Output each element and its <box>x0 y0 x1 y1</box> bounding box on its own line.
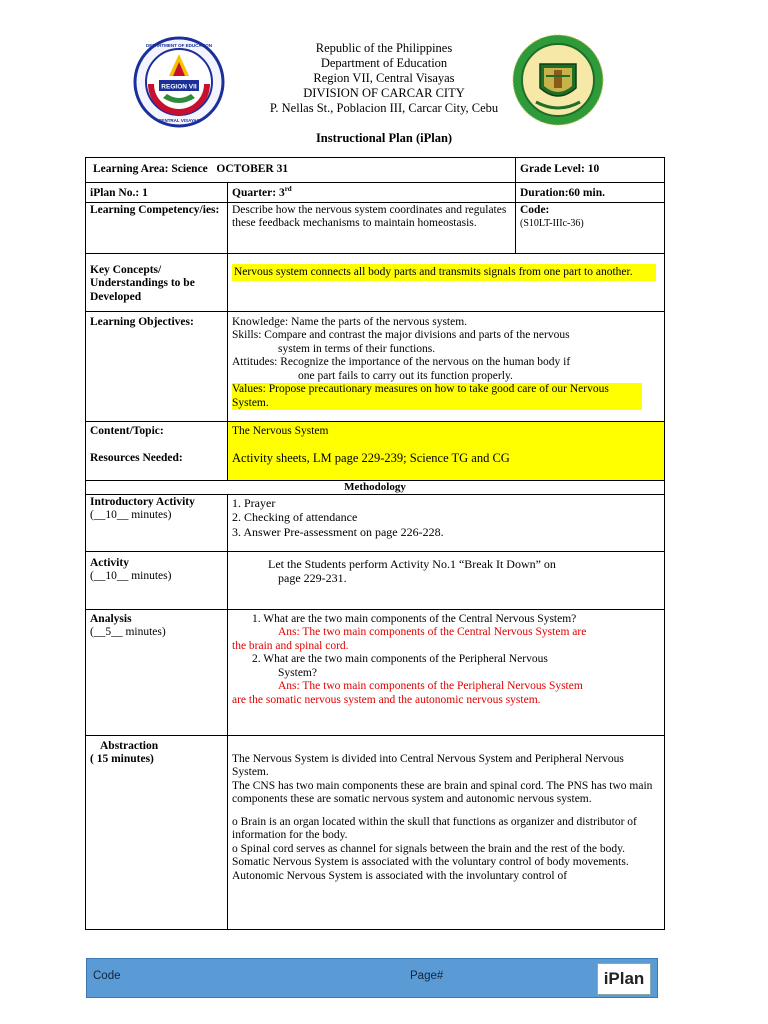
analysis-question-2-line2: System? <box>278 666 317 679</box>
methodology-heading: Methodology <box>86 480 665 494</box>
duration: Duration:60 min. <box>516 183 665 203</box>
iplan-table <box>85 157 665 930</box>
svg-text:DEPARTMENT OF EDUCATION: DEPARTMENT OF EDUCATION <box>145 43 213 48</box>
code-cell <box>516 202 665 253</box>
objective-attitudes-line2: one part fails to carry out its function properly. <box>298 369 513 382</box>
row-abstraction <box>86 735 665 929</box>
analysis-label: Analysis <box>90 612 132 625</box>
competency-label: Learning Competency/ies: <box>86 202 228 253</box>
grade-level: Grade Level: 10 <box>516 158 665 183</box>
row-introductory <box>86 494 665 551</box>
analysis-question-2-line1: 2. What are the two main components of the Peripheral Nervous <box>252 653 548 665</box>
row-content <box>86 421 665 480</box>
header-address: P. Nellas St., Poblacion III, Carcar City, Cebu <box>269 101 499 115</box>
abstraction-para-2: The CNS has two main components these are brain and spinal cord. The PNS has two main components these are somatic nervous system and autonomic nervous system. <box>232 779 653 805</box>
abstraction-content <box>228 735 665 929</box>
activity-line1: Let the Students perform Activity No.1 “Break It Down” on <box>268 556 556 571</box>
abstraction-para-1: The Nervous System is divided into Central Nervous System and Peripheral Nervous System. <box>232 752 624 778</box>
objective-values: Values: Propose precautionary measures on how to take good care of our Nervous System. <box>232 383 642 410</box>
activity-text <box>228 551 665 609</box>
row-objectives <box>86 311 665 421</box>
objective-skills-line2: system in terms of their functions. <box>278 342 436 355</box>
content-label: Content/Topic: <box>90 424 164 437</box>
abstraction-para-3: Somatic Nervous System is associated with the voluntary control of body movements. <box>232 856 629 868</box>
activity-label-cell <box>86 551 228 609</box>
header-department: Department of Education <box>320 56 448 70</box>
header-republic: Republic of the Philippines <box>315 41 453 55</box>
quarter-cell <box>228 183 516 203</box>
content-topic: The Nervous System <box>232 424 329 437</box>
plan-date: OCTOBER 31 <box>216 163 289 175</box>
activity-line2: page 229-231. <box>278 571 347 585</box>
row-activity <box>86 551 665 609</box>
row-key-concepts <box>86 253 665 311</box>
intro-label-cell <box>86 494 228 551</box>
activity-minutes: (__10__ minutes) <box>90 570 172 582</box>
abstraction-bullet-spinal-cord: o Spinal cord serves as channel for signals between the brain and the rest of the body. <box>232 842 626 855</box>
header-division: DIVISION OF CARCAR CITY <box>303 86 465 100</box>
row-iplan-no <box>86 183 665 203</box>
analysis-label-cell <box>86 609 228 735</box>
iplan-logo: iPlan <box>597 963 651 995</box>
learning-area-value: Science <box>171 163 208 175</box>
objectives-cell <box>228 311 665 421</box>
intro-item: 2. Checking of attendance <box>232 510 358 524</box>
abstraction-label-cell <box>86 735 228 929</box>
content-resources-labels <box>86 421 228 480</box>
abstraction-minutes: ( 15 minutes) <box>90 753 154 765</box>
key-concepts-text: Nervous system connects all body parts and transmits signals from one part to another. <box>232 264 656 282</box>
svg-text:REGION VII: REGION VII <box>161 83 197 91</box>
learning-area-cell <box>86 158 516 183</box>
code-label: Code: <box>520 203 550 216</box>
row-analysis <box>86 609 665 735</box>
analysis-question-1: 1. What are the two main components of the Central Nervous System? <box>252 612 577 625</box>
key-concepts-cell <box>228 253 665 311</box>
code-value: (S10LT-IIIc-36) <box>520 218 584 229</box>
learning-area-label: Learning Area: <box>93 163 169 175</box>
abstraction-label: Abstraction <box>100 739 159 752</box>
analysis-answer-2-line1: Ans: The two main components of the Peripheral Nervous System <box>278 680 583 692</box>
footer-code-label: Code <box>93 970 121 982</box>
header-region: Region VII, Central Visayas <box>313 71 455 85</box>
iplan-no: iPlan No.: 1 <box>86 183 228 203</box>
abstraction-para-4: Autonomic Nervous System is associated with the involuntary control of <box>232 869 568 882</box>
competency-text: Describe how the nervous system coordinates and regulates these feedback mechanisms to maintain homeostasis. <box>228 202 516 253</box>
resources-needed: Activity sheets, LM page 229-239; Science TG and CG <box>232 451 510 465</box>
svg-text:CENTRAL VISAYAS: CENTRAL VISAYAS <box>158 118 200 123</box>
content-resources-values <box>228 421 665 480</box>
analysis-answer-1-line2: the brain and spinal cord. <box>232 639 349 652</box>
objective-attitudes-line1: Attitudes: Recognize the importance of the nervous on the human body if <box>232 356 571 368</box>
intro-label: Introductory Activity <box>90 495 195 508</box>
activity-label: Activity <box>90 556 129 569</box>
page-footer <box>86 958 658 998</box>
intro-item: 3. Answer Pre-assessment on page 226-228. <box>232 524 444 539</box>
intro-items <box>228 494 665 551</box>
objective-knowledge: Knowledge: Name the parts of the nervous system. <box>232 315 468 328</box>
objectives-label: Learning Objectives: <box>86 311 228 421</box>
analysis-answer-1-line1: Ans: The two main components of the Central Nervous System are <box>278 626 587 638</box>
objective-skills-line1: Skills: Compare and contrast the major divisions and parts of the nervous <box>232 329 570 341</box>
key-concepts-label: Key Concepts/ Understandings to be Developed <box>86 253 228 311</box>
analysis-content <box>228 609 665 735</box>
intro-item: 1. Prayer <box>232 495 276 510</box>
row-learning-area <box>86 158 665 183</box>
quarter: Quarter: 3 <box>232 187 285 199</box>
resources-label: Resources Needed: <box>90 452 183 464</box>
quarter-suffix: rd <box>284 185 292 194</box>
row-methodology <box>86 480 665 494</box>
analysis-answer-2-line2: are the somatic nervous system and the autonomic nervous system. <box>232 693 541 706</box>
abstraction-bullet-brain: o Brain is an organ located within the skull that functions as organizer and distributor of information for the body. <box>232 815 637 841</box>
page-title: Instructional Plan (iPlan) <box>315 131 453 145</box>
intro-minutes: (__10__ minutes) <box>90 509 172 521</box>
analysis-minutes: (__5__ minutes) <box>90 626 166 638</box>
footer-page-label: Page# <box>410 970 444 982</box>
row-competency <box>86 202 665 253</box>
